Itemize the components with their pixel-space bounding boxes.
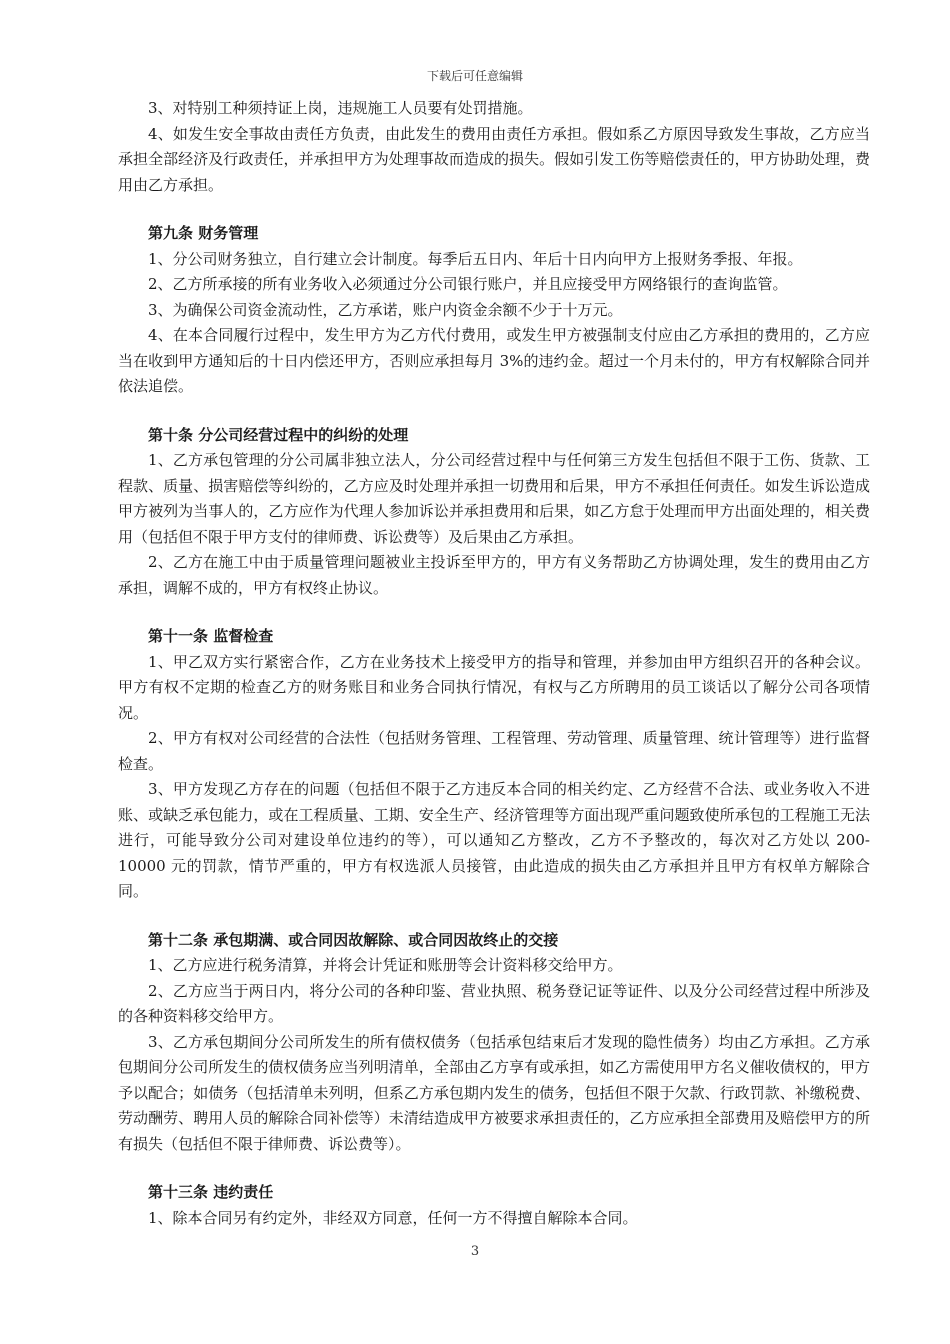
- section-9: [118, 221, 870, 400]
- page-header: 下载后可任意编辑: [426, 69, 523, 83]
- section-paragraph: 4、在本合同履行过程中，发生甲方为乙方代付费用，或发生甲方被强制支付应由乙方承担的费用的，乙方应当在收到甲方通知后的十日内偿还甲方，否则应承担每月 3%的违约金。超过一个月未付的，甲方有权解除合同并依法追偿。: [118, 326, 870, 395]
- section-paragraph: 2、乙方应当于两日内，将分公司的各种印鉴、营业执照、税务登记证等证件、以及分公司经营过程中所涉及的各种资料移交给甲方。: [118, 981, 870, 1025]
- section-paragraph: 1、乙方应进行税务清算，并将会计凭证和账册等会计资料移交给甲方。: [148, 956, 623, 974]
- section-title: 第十三条 违约责任: [148, 1183, 274, 1201]
- section-paragraph: 1、分公司财务独立，自行建立会计制度。每季后五日内、年后十日内向甲方上报财务季报、年报。: [148, 249, 803, 268]
- intro-paragraph-4: 4、如发生安全事故由责任方负责，由此发生的费用由责任方承担。假如系乙方原因导致发生事故，乙方应当承担全部经济及行政责任，并承担甲方为处理事故而造成的损失。假如引发工伤等赔偿责任的，甲方协助处理，费用由乙方承担。: [118, 124, 870, 194]
- section-paragraph: 3、乙方承包期间分公司所发生的所有债权债务（包括承包结束后才发现的隐性债务）均由乙方承担。乙方承包期间分公司所发生的债权债务应当列明清单，全部由乙方享有或承担，如乙方需使用甲方名义催收债权的，甲方予以配合；如债务（包括清单未列明，但系乙方承包期内发生的债务，包括但不限于欠款、行政罚款、补缴税费、劳动酬劳、聘用人员的解除合同补偿等）未清结造成甲方被要求承担责任的，乙方应承担全部费用及赔偿甲方的所有损失（包括但不限于律师费、诉讼费等）。: [118, 1032, 870, 1153]
- section-title: 第十一条 监督检查: [148, 627, 274, 645]
- section-paragraph: 1、甲乙双方实行紧密合作，乙方在业务技术上接受甲方的指导和管理，并参加由甲方组织召开的各种会议。 甲方有权不定期的检查乙方的财务账目和业务合同执行情况，有权与乙方所聘用的员工谈话以了解分公司各项情况。: [118, 652, 870, 722]
- section-11: [118, 624, 870, 905]
- section-paragraph: 2、乙方所承接的所有业务收入必须通过分公司银行账户，并且应接受甲方网络银行的查询监管。: [148, 275, 788, 293]
- intro-paragraph-3: 3、对特别工种须持证上岗，违规施工人员要有处罚措施。: [148, 99, 533, 117]
- section-12: [118, 928, 870, 1158]
- section-paragraph: 2、甲方有权对公司经营的合法性（包括财务管理、工程管理、劳动管理、质量管理、统计管理等）进行监督检查。: [118, 729, 870, 773]
- section-paragraph: 2、乙方在施工中由于质量管理问题被业主投诉至甲方的，甲方有义务帮助乙方协调处理，发生的费用由乙方承担，调解不成的，甲方有权终止协议。: [118, 553, 870, 597]
- section-title: 第十二条 承包期满、或合同因故解除、或合同因故终止的交接: [148, 930, 559, 949]
- section-13: [118, 1180, 870, 1231]
- section-paragraph: 3、甲方发现乙方存在的问题（包括但不限于乙方违反本合同的相关约定、乙方经营不合法、或业务收入不进账、或缺乏承包能力，或在工程质量、工期、安全生产、经济管理等方面出现严重问题致使所承包的工程施工无法进行，可能导致分公司对建设单位违约的等），可以通知乙方整改，乙方不予整改的，每次对乙方处以 200-10000 元的罚款，情节严重的，甲方有权选派人员接管，由此造成的损失由乙方承担并且甲方有权单方解除合同。: [118, 780, 870, 900]
- section-title: 第十条 分公司经营过程中的纠纷的处理: [148, 425, 409, 444]
- document-body: [118, 96, 870, 1231]
- section-title: 第九条 财务管理: [148, 224, 259, 242]
- section-10: [118, 423, 870, 602]
- section-paragraph: 1、乙方承包管理的分公司属非独立法人，分公司经营过程中与任何第三方发生包括但不限于工伤、货款、工程款、质量、损害赔偿等纠纷的，乙方应及时处理并承担一切费用和后果，甲方不承担任何责任。如发生诉讼造成甲方被列为当事人的，乙方应作为代理人参加诉讼并承担费用和后果，如乙方怠于处理而甲方出面处理的，相关费用（包括但不限于甲方支付的律师费、诉讼费等）及后果由乙方承担。: [118, 451, 870, 546]
- page-number: 3: [470, 1244, 480, 1259]
- section-paragraph: 1、除本合同另有约定外，非经双方同意，任何一方不得擅自解除本合同。: [148, 1208, 638, 1227]
- section-paragraph: 3、为确保公司资金流动性，乙方承诺，账户内资金余额不少于十万元。: [148, 300, 623, 319]
